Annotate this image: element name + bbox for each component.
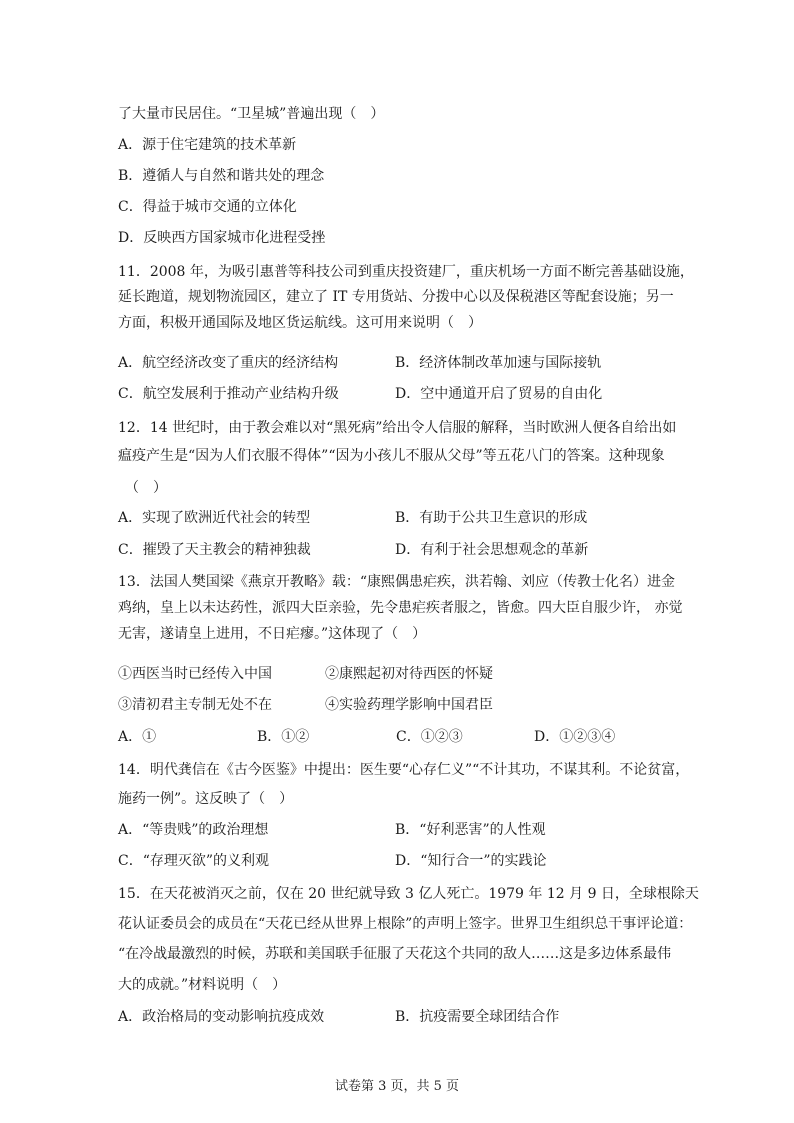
q11-stem-line-2: 延长跑道，规划物流园区，建立了 IT 专用货站、分拨中心以及保税港区等配套设施；另一 bbox=[118, 289, 674, 305]
q12-stem-line-2: 瘟疫产生是“因为人们衣服不得体”“因为小孩儿不服从父母”等五花八门的答案。这种现象 bbox=[118, 448, 665, 464]
q15-option-a: A．政治格局的变动影响抗疫成效 bbox=[118, 1009, 325, 1025]
q13-option-b: B．①② bbox=[257, 729, 310, 745]
q10-option-d: D．反映西方国家城市化进程受挫 bbox=[118, 230, 326, 246]
q15-option-b: B．抗疫需要全球团结合作 bbox=[395, 1009, 560, 1025]
q14-stem-line-1: 14．明代龚信在《古今医鉴》中提出：医生要“心存仁义”“不计其功，不谋其利。不论贫富， bbox=[118, 762, 690, 778]
q12-option-c: C．摧毁了天主教会的精神独裁 bbox=[118, 542, 311, 558]
q13-option-d: D．①②③④ bbox=[534, 729, 616, 745]
q10-option-c: C．得益于城市交通的立体化 bbox=[118, 199, 297, 215]
q12-option-d: D．有利于社会思想观念的革新 bbox=[395, 542, 589, 558]
q15-stem-line-2: 花认证委员会的成员在“天花已经从世界上根除”的声明上签字。世界卫生组织总干事评论道： bbox=[118, 916, 693, 932]
q15-stem-line-4: 大的成就。”材料说明（ ） bbox=[118, 977, 287, 993]
page-footer: 试卷第 3 页，共 5 页 bbox=[334, 1079, 460, 1094]
q14-option-d: D．“知行合一”的实践论 bbox=[395, 853, 547, 869]
q11-option-a: A．航空经济改变了重庆的经济结构 bbox=[118, 355, 339, 371]
q12-option-a: A．实现了欧洲近代社会的转型 bbox=[118, 510, 311, 526]
q13-statement-3: ③清初君主专制无处不在 bbox=[118, 697, 272, 713]
q10-option-b: B．遵循人与自然和谐共处的理念 bbox=[118, 168, 325, 184]
q13-stem-line-2: 鸡纳，皇上以未达药性，派四大臣亲验，先令患疟疾者服之，皆愈。四大臣自服少许， 亦觉 bbox=[118, 600, 683, 616]
q14-option-a: A．“等贵贱”的政治理想 bbox=[118, 822, 269, 838]
q11-option-b: B．经济体制改革加速与国际接轨 bbox=[395, 355, 602, 371]
q11-stem-line-3: 方面，积极开通国际及地区货运航线。这可用来说明（ ） bbox=[118, 315, 482, 331]
q10-stem-end: 了大量市民居住。“卫星城”普遍出现（ ） bbox=[118, 106, 385, 122]
q14-option-b: B．“好利恶害”的人性观 bbox=[395, 822, 546, 838]
q13-statement-2: ②康熙起初对待西医的怀疑 bbox=[325, 666, 493, 682]
q12-option-b: B．有助于公共卫生意识的形成 bbox=[395, 510, 588, 526]
q15-stem-line-3: “在冷战最激烈的时候，苏联和美国联手征服了天花这个共同的敌人……这是多边体系最伟 bbox=[118, 946, 672, 962]
q14-stem-line-2: 施药一例”。这反映了（ ） bbox=[118, 791, 294, 807]
q13-statement-1: ①西医当时已经传入中国 bbox=[118, 666, 272, 682]
q13-option-c: C．①②③ bbox=[396, 729, 463, 745]
q13-stem-line-1: 13．法国人樊国梁《燕京开教略》载：“康熙偶患疟疾，洪若翰、刘应（传教士化名）进金 bbox=[118, 574, 675, 590]
q11-option-c: C．航空发展利于推动产业结构升级 bbox=[118, 386, 339, 402]
q11-option-d: D．空中通道开启了贸易的自由化 bbox=[395, 386, 603, 402]
q13-stem-line-3: 无害，遂请皇上进用，不日疟瘳。”这体现了（ ） bbox=[118, 626, 427, 642]
q12-stem-line-1: 12．14 世纪时，由于教会难以对“黑死病”给出令人信服的解释，当时欧洲人便各自给出如 bbox=[118, 420, 677, 436]
q11-stem-line-1: 11．2008 年，为吸引惠普等科技公司到重庆投资建厂，重庆机场一方面不断完善基础设施， bbox=[118, 264, 694, 280]
q10-option-a: A．源于住宅建筑的技术革新 bbox=[118, 137, 297, 153]
q14-option-c: C．“存理灭欲”的义利观 bbox=[118, 853, 270, 869]
q15-stem-line-1: 15．在天花被消灭之前，仅在 20 世纪就导致 3 亿人死亡。1979 年 12 月 9 日，全球根除天 bbox=[118, 886, 699, 902]
q12-stem-line-3: （ ） bbox=[125, 480, 167, 496]
q13-option-a: A．① bbox=[118, 729, 157, 745]
q13-statement-4: ④实验药理学影响中国君臣 bbox=[325, 697, 493, 713]
